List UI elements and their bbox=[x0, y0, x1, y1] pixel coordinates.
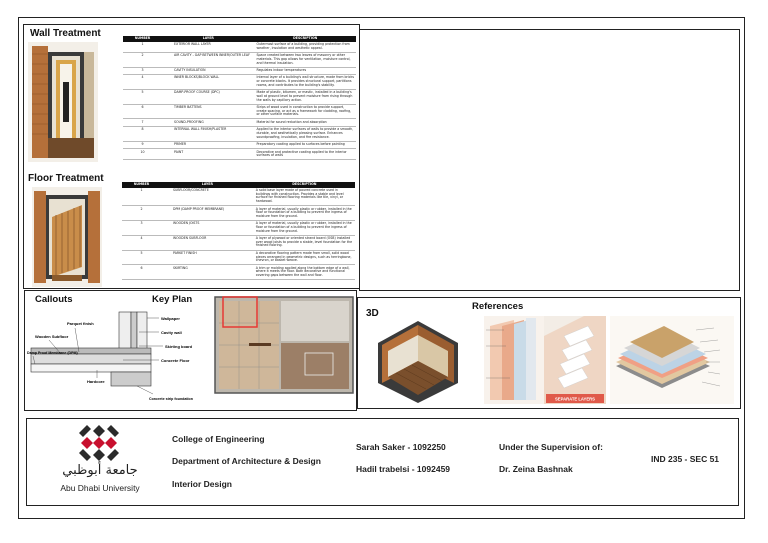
reference-image-2 bbox=[544, 316, 606, 404]
row-layer: DAMP-PROOF COURSE (DPC) bbox=[162, 89, 254, 104]
row-description: A solid base layer made of poured concrete used in buildings with construction. Provides a stable and level surface for finished flooring materials like tile, vinyl, or hardwood. bbox=[254, 188, 355, 206]
row-number: 7 bbox=[123, 119, 162, 126]
program-text: Interior Design bbox=[172, 479, 232, 489]
title-block bbox=[26, 418, 739, 506]
row-number: 10 bbox=[123, 149, 162, 160]
callouts-section-drawing bbox=[27, 308, 202, 408]
logo-english-text: Abu Dhabi University bbox=[60, 483, 140, 493]
callout-cavity-wall: Cavity wall bbox=[161, 330, 182, 335]
row-layer: WOODEN SUBFLOOR bbox=[161, 235, 254, 250]
row-description: Regulates indoor temperatures bbox=[255, 67, 357, 74]
table-row bbox=[123, 141, 356, 148]
row-number: 1 bbox=[123, 42, 162, 53]
3d-title: 3D bbox=[366, 308, 379, 319]
col-header-layer: LAYER bbox=[162, 36, 254, 42]
table-row bbox=[123, 52, 356, 67]
university-logo-icon bbox=[79, 425, 119, 461]
table-row bbox=[123, 126, 356, 141]
wall-layers-table bbox=[123, 36, 356, 160]
row-number: 5 bbox=[122, 250, 161, 265]
table-row bbox=[123, 67, 356, 74]
3d-render-image bbox=[364, 303, 472, 403]
table-row bbox=[122, 206, 355, 221]
callouts-keyplan-panel bbox=[24, 290, 357, 411]
row-description: A layer of material, usually plastic or rubber, installed in the floor or foundation of a building to prevent the ingress of moisture from the ground. bbox=[254, 206, 355, 221]
row-layer: INTERNAL WALL FINISH/PLASTER bbox=[162, 126, 254, 141]
row-description: Decorative and protective coating applied to the interior surfaces of walls bbox=[255, 149, 357, 160]
student-2-text: Hadil trabelsi - 1092459 bbox=[356, 464, 451, 474]
col-header-description: DESCRIPTION bbox=[255, 36, 357, 42]
row-description: A layer of plywood or oriented strand board (OSB) installed over wood joists to provide a stable, level foundation for the finished flooring. bbox=[254, 235, 355, 250]
table-row bbox=[122, 220, 355, 235]
table-row bbox=[123, 42, 356, 53]
supervisor-name: Dr. Zeina Bashnak bbox=[499, 464, 573, 474]
table-row bbox=[122, 235, 355, 250]
row-layer: PAINT bbox=[162, 149, 254, 160]
row-description: Strips of wood used in construction to provide support, create spacing, or act as a framework for cladding, roofing, or other surface materials. bbox=[255, 104, 357, 119]
poster-sheet bbox=[18, 17, 745, 519]
row-number: 8 bbox=[123, 126, 162, 141]
col-header-description: DESCRIPTION bbox=[254, 182, 355, 188]
col-header-layer: LAYER bbox=[161, 182, 254, 188]
callout-wallpaper: Wallpaper bbox=[161, 316, 180, 321]
row-number: 2 bbox=[123, 52, 162, 67]
row-layer: PARKET FINISH bbox=[161, 250, 254, 265]
row-number: 2 bbox=[122, 206, 161, 221]
callout-concrete-floor: Concrete Floor bbox=[161, 358, 190, 363]
supervision-label: Under the Supervision of: bbox=[499, 442, 603, 452]
table-row bbox=[123, 149, 356, 160]
row-description: Material for sound reduction and absorption bbox=[255, 119, 357, 126]
table-row bbox=[123, 104, 356, 119]
row-description: A layer of material, usually plastic or rubber, installed in the floor or foundation of a building to prevent the ingress of moisture from the ground. bbox=[254, 220, 355, 235]
wall-treatment-title: Wall Treatment bbox=[30, 28, 101, 39]
reference-image-1 bbox=[484, 316, 544, 404]
row-layer: SKIRTING bbox=[161, 265, 254, 280]
row-description: Applied to the interior surfaces of walls to provide a smooth, durable, and aesthetically pleasing surface. Enhances soundproofing, insulation, and fire resistance. bbox=[255, 126, 357, 141]
callout-strip-foundation: Concrete strip foundation bbox=[149, 397, 193, 401]
college-text: College of Engineering bbox=[172, 434, 265, 444]
reference-image-3 bbox=[610, 316, 734, 404]
row-layer: EXTERIOR WALL LAYER bbox=[162, 42, 254, 53]
row-number: 6 bbox=[122, 265, 161, 280]
col-header-number: NUMBER bbox=[122, 182, 161, 188]
row-number: 6 bbox=[123, 104, 162, 119]
row-number: 4 bbox=[123, 75, 162, 90]
row-layer: CAVITY INSULATION bbox=[162, 67, 254, 74]
callout-parquet: Parquet finish bbox=[67, 321, 94, 326]
row-layer: TIMBER BATTENS bbox=[162, 104, 254, 119]
logo-arabic-text: جامعة أبوظبي bbox=[62, 463, 138, 478]
course-code: IND 235 - SEC 51 bbox=[651, 454, 720, 464]
callout-subfloor: Wooden Subfloor bbox=[35, 334, 69, 339]
wall-section-image bbox=[28, 42, 98, 162]
floor-section-image bbox=[32, 187, 102, 287]
row-number: 3 bbox=[122, 220, 161, 235]
student-1-text: Sarah Saker - 1092250 bbox=[356, 442, 446, 452]
row-description: Preparatory coating applied to surfaces before painting bbox=[255, 141, 357, 148]
row-description: Space created between two leaves of masonry or other materials. This gap allows for ventilation, moisture control, and thermal insulation. bbox=[255, 52, 357, 67]
keyplan-title: Key Plan bbox=[152, 294, 193, 305]
table-row bbox=[122, 265, 355, 280]
department-text: Department of Architecture & Design bbox=[172, 456, 321, 466]
col-header-number: NUMBER bbox=[123, 36, 162, 42]
blank-panel bbox=[359, 29, 740, 291]
callout-hardcore: Hardcore bbox=[87, 379, 105, 384]
row-number: 1 bbox=[122, 188, 161, 206]
keyplan-drawing bbox=[209, 293, 357, 397]
row-layer: AIR CAVITY - GAP BETWEEN INNER/OUTER LEAF bbox=[162, 52, 254, 67]
callout-skirting: Skirting board bbox=[165, 344, 193, 349]
row-number: 3 bbox=[123, 67, 162, 74]
row-layer: SOUND-PROOFING bbox=[162, 119, 254, 126]
row-description: Made of plastic, bitumen, or mastic, installed in a building's wall at ground level to prevent moisture from rising through the walls by capillary action. bbox=[255, 89, 357, 104]
references-title: References bbox=[472, 301, 524, 312]
table-row bbox=[122, 188, 355, 206]
callout-dpm: Damp Proof Membrane (DPM) bbox=[27, 351, 78, 355]
row-layer: WOODEN JOISTS bbox=[161, 220, 254, 235]
table-row bbox=[122, 250, 355, 265]
row-layer: SUBFLOOR/CONCRETE bbox=[161, 188, 254, 206]
floor-treatment-title: Floor Treatment bbox=[28, 173, 104, 184]
row-description: A decorative flooring pattern made from small, solid wood pieces arranged in geometric designs, such as herringbone, chevron, or basket weave. bbox=[254, 250, 355, 265]
row-layer: PRIMER bbox=[162, 141, 254, 148]
row-description: Internal layer of a building's wall structure, made from bricks or concrete blocks. It provides structural support, partitions rooms, and contributes to the building's stability. bbox=[255, 75, 357, 90]
row-number: 9 bbox=[123, 141, 162, 148]
row-description: A trim or molding applied along the bottom edge of a wall, where it meets the floor. Both decorative and functional covering gaps between the wall and floor. bbox=[254, 265, 355, 280]
callouts-title: Callouts bbox=[35, 294, 73, 305]
row-layer: INNER BLOCKS/BLOCK WALL bbox=[162, 75, 254, 90]
row-number: 4 bbox=[122, 235, 161, 250]
table-row bbox=[123, 75, 356, 90]
3d-references-panel bbox=[357, 297, 741, 409]
separate-layers-label: SEPARATE LAYERS bbox=[555, 396, 595, 402]
row-description: Outermost surface of a building, providing protection from weather, insulation and aesthetic appeal. bbox=[255, 42, 357, 53]
row-number: 5 bbox=[123, 89, 162, 104]
table-row bbox=[123, 119, 356, 126]
treatment-panel bbox=[23, 24, 360, 289]
floor-layers-table bbox=[122, 182, 355, 280]
table-row bbox=[123, 89, 356, 104]
row-layer: DPM (DAMP PROOF MEMBRANE) bbox=[161, 206, 254, 221]
